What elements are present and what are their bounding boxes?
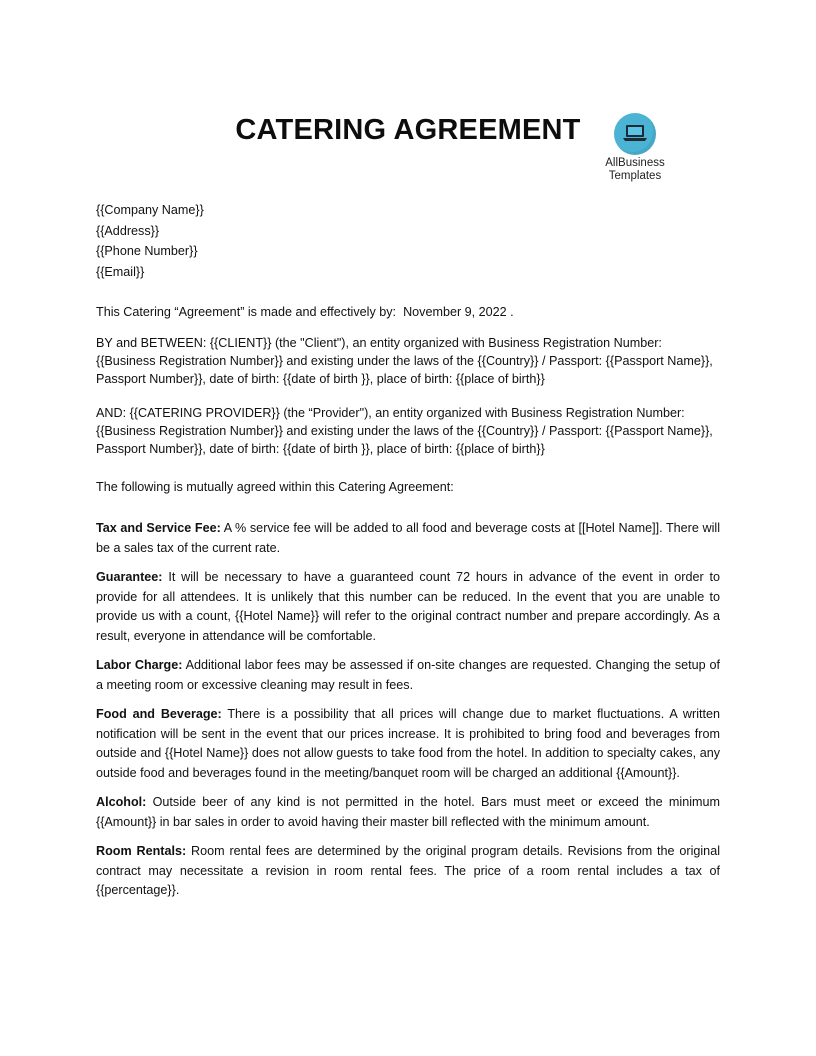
placeholder-company-name: {{Company Name}} <box>96 203 204 217</box>
placeholder-phone: {{Phone Number}} <box>96 244 198 258</box>
clause-text: It will be necessary to have a guaranteed count 72 hours in advance of the event in order to provide for all attendees. It is unlikely that this number can be reduced. In the event that you are unable to provide us with a count, {{Hotel Name}} will refer to the original contract number and prepare accordingly. As a result, everyone in attendance will be comfortable. <box>96 570 720 643</box>
clause-tax-service-fee <box>96 519 720 558</box>
clause-text: Outside beer of any kind is not permitted in the hotel. Bars must meet or exceed the minimum {{Amount}} in bar sales in order to avoid having their master bill reflected with the minimum amount. <box>96 795 720 829</box>
clause-labor-charge <box>96 656 720 695</box>
party-provider-paragraph: AND: {{CATERING PROVIDER}} (the “Provider"), an entity organized with Business Registration Number: {{Business Registration Number}} and existing under the laws of the {{Country}} / Passport: {{Passport Name}}, Passport Number}}, date of birth: {{date of birth }}, place of birth: {{place of birth}} <box>96 406 713 456</box>
placeholder-email: {{Email}} <box>96 264 145 279</box>
clause-heading: Guarantee: <box>96 570 163 584</box>
document-body <box>96 200 720 901</box>
placeholder-address: {{Address}} <box>96 223 160 238</box>
agreed-intro: The following is mutually agreed within this Catering Agreement: <box>96 480 454 494</box>
clause-text: Room rental fees are determined by the original program details. Revisions from the original contract may necessitate a revision in room rental fees. The price of a room rental includes a tax of {{percentage}}. <box>96 844 720 897</box>
clause-text: A % service fee will be added to all food and beverage costs at [[Hotel Name]]. There will be a sales tax of the current rate. <box>96 521 720 555</box>
clause-food-beverage <box>96 705 720 783</box>
clause-heading: Labor Charge: <box>96 658 183 672</box>
document-title: CATERING AGREEMENT <box>235 114 581 146</box>
clause-text: There is a possibility that all prices will change due to market fluctuations. A written notification will be sent in the event that our prices increase. It is prohibited to bring food and beverages from outside and {{Hotel Name}} does not allow guests to take food from the hotel. In addition to specialty cakes, any outside food and beverages found in the meeting/banquet room will be charged an additional {{Amount}}. <box>96 707 721 780</box>
intro-date: November 9, 2022 . <box>403 305 514 319</box>
allbusiness-templates-logo <box>596 113 674 182</box>
clause-alcohol <box>96 793 720 832</box>
clause-heading: Food and Beverage: <box>96 707 222 721</box>
party-client-paragraph: BY and BETWEEN: {{CLIENT}} (the "Client"), an entity organized with Business Registration Number: {{Business Registration Number}} and existing under the laws of the {{Country}} / Passport: {{Passport Name}}, Passport Number}}, date of birth: {{date of birth }}, place of birth: {{place of birth}} <box>96 336 713 386</box>
clause-guarantee <box>96 568 720 646</box>
clause-room-rentals <box>96 842 720 901</box>
company-placeholders <box>96 200 720 282</box>
logo-line-1: AllBusiness <box>605 157 665 169</box>
laptop-icon <box>614 113 656 155</box>
clause-heading: Tax and Service Fee: <box>96 521 221 535</box>
clause-heading: Room Rentals: <box>96 844 187 858</box>
intro-text: This Catering “Agreement” is made and effectively by: <box>96 305 397 319</box>
logo-line-2: Templates <box>608 169 662 182</box>
clause-text: Additional labor fees may be assessed if on-site changes are requested. Changing the setup of a meeting room or excessive cleaning may result in fees. <box>96 658 720 692</box>
clause-heading: Alcohol: <box>96 795 147 809</box>
intro-paragraph <box>96 303 720 321</box>
